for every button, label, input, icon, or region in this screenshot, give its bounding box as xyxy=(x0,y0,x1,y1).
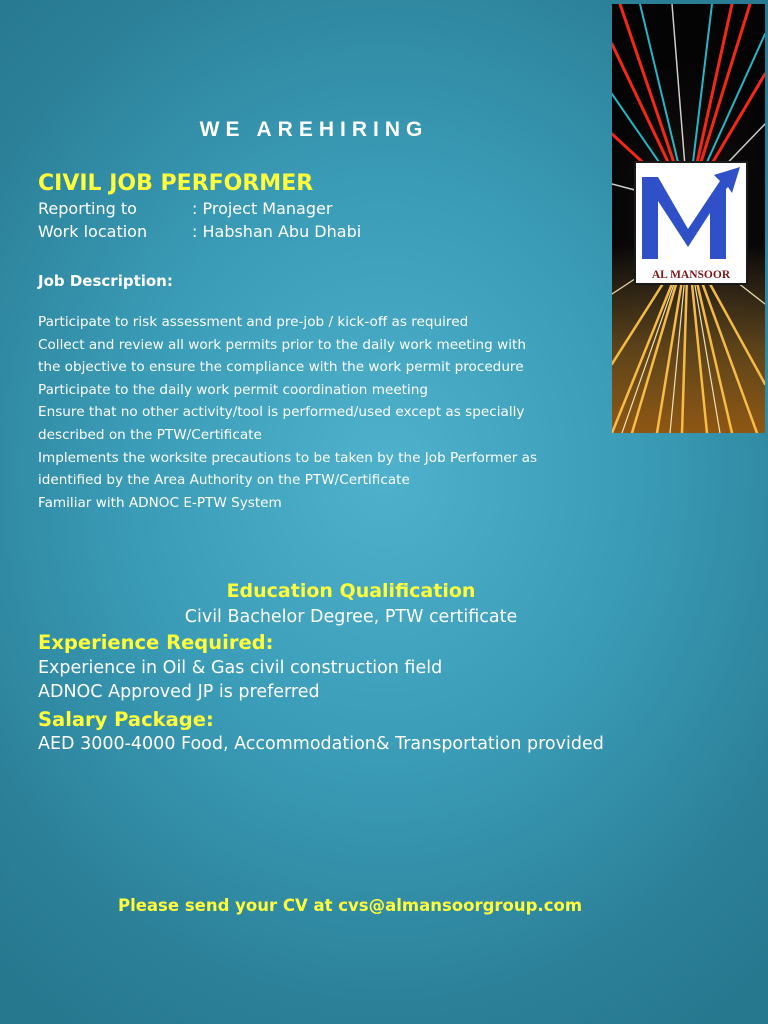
hiring-heading: WE AREHIRING xyxy=(199,118,429,141)
company-banner xyxy=(612,4,765,433)
reporting-label: Reporting to xyxy=(38,199,137,218)
location-label: Work location xyxy=(38,222,148,241)
description-line: Ensure that no other activity/tool is performed/used except as specially xyxy=(38,404,525,421)
job-description-list xyxy=(38,311,537,514)
location-row xyxy=(38,222,438,244)
company-logo xyxy=(634,161,748,285)
description-line: Participate to risk assessment and pre-job / kick-off as required xyxy=(38,314,469,330)
description-line: described on the PTW/Certificate xyxy=(38,426,262,443)
reporting-row xyxy=(38,199,438,221)
logo-label: AL MANSOOR xyxy=(651,269,731,281)
m-arrow-icon xyxy=(636,163,746,267)
salary-text: AED 3000-4000 Food, Accommodation& Transportation provided xyxy=(38,734,604,754)
experience-title: Experience Required: xyxy=(38,631,274,654)
description-line: Participate to the daily work permit coordination meeting xyxy=(38,381,429,398)
salary-title: Salary Package: xyxy=(38,708,214,731)
description-line: identified by the Area Authority on the PTW/Certificate xyxy=(38,472,410,489)
education-text: Civil Bachelor Degree, PTW certificate xyxy=(184,607,518,627)
reporting-value: : Project Manager xyxy=(192,199,333,218)
job-title: CIVIL JOB PERFORMER xyxy=(38,171,314,196)
description-line: Implements the worksite precautions to be taken by the Job Performer as xyxy=(38,449,538,466)
education-title: Education Qualification xyxy=(226,580,476,602)
description-line: Familiar with ADNOC E-PTW System xyxy=(38,494,282,511)
contact-line: Please send your CV at cvs@almansoorgroup.com xyxy=(117,896,583,915)
experience-line: ADNOC Approved JP is preferred xyxy=(38,682,320,702)
location-value: : Habshan Abu Dhabi xyxy=(192,222,362,241)
description-line: the objective to ensure the compliance with the work permit procedure xyxy=(38,359,524,376)
job-description-title: Job Description: xyxy=(38,272,173,290)
experience-line: Experience in Oil & Gas civil construction field xyxy=(38,658,443,678)
description-line: Collect and review all work permits prior to the daily work meeting with xyxy=(38,336,526,353)
